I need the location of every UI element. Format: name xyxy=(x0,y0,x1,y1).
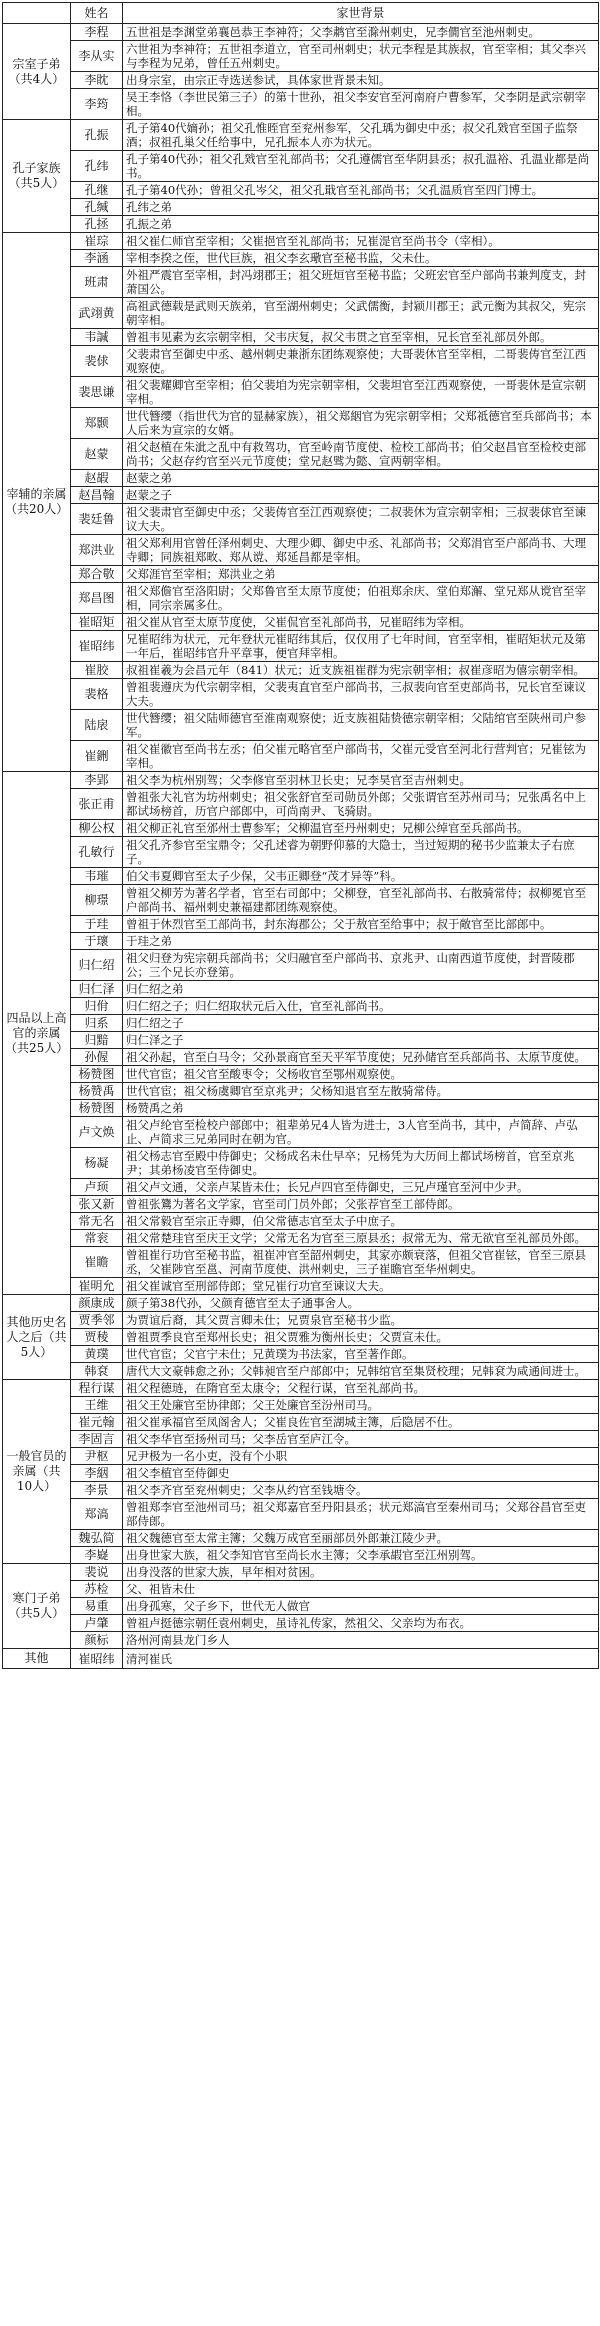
group-label: 一般官员的亲属（共10人） xyxy=(3,1380,71,1564)
family-background: 出身没落的世家大族，早年相对贫困。 xyxy=(123,1564,599,1581)
family-background: 世代簪缨；祖父陆师德官至淮南观察使；近支族祖陆贽德宗朝宰相；父陆绾官至陕州司户参军。 xyxy=(123,710,599,741)
family-background: 外祖严震官至宰相，封冯翊郡王；祖父班烜官至秘书监；父班宏官至户部尚书兼判度支，封萧国公。 xyxy=(123,267,599,298)
family-background: 归仁绍之子 xyxy=(123,1015,599,1032)
family-background: 祖父王处廉官至协律郎；父王处廉官至汾州司马。 xyxy=(123,1397,599,1414)
table-row xyxy=(3,1380,599,1397)
table-row xyxy=(3,24,599,41)
person-name: 李筠 xyxy=(71,89,123,120)
family-background: 祖父崔承福官至凤阁舍人；父崔良佐官至湖城主簿，后隐居不仕。 xyxy=(123,1414,599,1431)
table-row xyxy=(3,1649,599,1669)
person-name: 李景 xyxy=(71,1482,123,1499)
table-row xyxy=(3,182,599,199)
person-name: 苏检 xyxy=(71,1581,123,1598)
person-name: 李固言 xyxy=(71,1431,123,1448)
person-name: 李眈 xyxy=(71,72,123,89)
header-blank-cell xyxy=(3,3,71,24)
table-row xyxy=(3,1564,599,1581)
person-name: 崔琮 xyxy=(71,233,123,250)
family-background: 孔振之弟 xyxy=(123,216,599,233)
table-row xyxy=(3,1179,599,1196)
table-row xyxy=(3,1615,599,1632)
person-name: 孔敏行 xyxy=(71,837,123,868)
person-name: 贾季邻 xyxy=(71,1312,123,1329)
person-name: 裴说 xyxy=(71,1564,123,1581)
person-name: 杨赞图 xyxy=(71,1100,123,1117)
table-row xyxy=(3,1083,599,1100)
family-background: 曾祖贾季良官至郑州长史；祖父贾雅为衡州长史；父贾宣未仕。 xyxy=(123,1329,599,1346)
family-background: 父、祖皆未仕 xyxy=(123,1581,599,1598)
family-background: 祖父郑儋官至洛阳尉；父郑鲁官至太原节度使；伯祖郑余庆、堂伯郑澥、堂兄郑从谠官至宰相，同宗亲属多仕。 xyxy=(123,583,599,614)
person-name: 李程 xyxy=(71,24,123,41)
family-background: 叔祖崔羲为会昌元年（841）状元；近支族祖崔群为宪宗朝宰相；叔崔彦昭为僖宗朝宰相。 xyxy=(123,662,599,679)
person-name: 颜康成 xyxy=(71,1295,123,1312)
table-row xyxy=(3,1448,599,1465)
person-name: 裴廷鲁 xyxy=(71,504,123,535)
family-background: 兄崔昭纬为状元，元年登状元崔昭纬其后，仅仅用了七年时间，官至宰相，崔昭矩状元及第一年后，崔昭纬官升平章事，便官拜宰相。 xyxy=(123,631,599,662)
family-background: 祖父孙起，官至白马令；父孙景商官至天平军节度使；兄孙储官至兵部尚书、太原节度使。 xyxy=(123,1049,599,1066)
table-row xyxy=(3,662,599,679)
table-row xyxy=(3,1329,599,1346)
family-background: 曾祖张大礼官为坊州刺史；祖父张舒官至司勋员外郎；父张谓官至苏州司马；兄张禹名中上都试场榜首，历官户部郎中，可尚南尹、飞骑尉。 xyxy=(123,789,599,820)
table-row xyxy=(3,120,599,151)
table-row xyxy=(3,1032,599,1049)
person-name: 柳璟 xyxy=(71,885,123,916)
table-row xyxy=(3,1431,599,1448)
family-background: 祖父孔齐参官至宝鼎令；父孔述睿为朝野仰慕的大隐士，当过短期的秘书少监兼太子右庶子。 xyxy=(123,837,599,868)
table-row xyxy=(3,72,599,89)
family-background: 归仁绍之子；归仁绍取状元后入仕，官至礼部尚书。 xyxy=(123,998,599,1015)
person-name: 崔鉶 xyxy=(71,741,123,772)
table-row xyxy=(3,837,599,868)
table-row xyxy=(3,298,599,329)
family-background: 曾祖父柳芳为著名学者，官至右司郎中；父柳登，官至礼部尚书、右散骑常侍；叔柳冕官至户部尚书、福州刺史兼福建都团练观察使。 xyxy=(123,885,599,916)
person-name: 韦璀 xyxy=(71,868,123,885)
family-background: 祖父李植官至侍御史 xyxy=(123,1465,599,1482)
family-background: 孔纬之弟 xyxy=(123,199,599,216)
family-background: 曾祖韦见素为玄宗朝宰相，父韦庆复，叔父韦贯之官至宰相，兄长官至礼部员外郎。 xyxy=(123,329,599,346)
family-background: 吴王李恪（李世民第三子）的第十世孙，祖父李安官至河南府户曹参军，父李阴是武宗朝宰相。 xyxy=(123,89,599,120)
group-label: 其他历史名人之后（共5人） xyxy=(3,1295,71,1380)
person-name: 郑昌图 xyxy=(71,583,123,614)
family-background: 五世祖是李渊堂弟襄邑恭王李神符；父李鹔官至滁州刺史，兄李僩官至池州刺史。 xyxy=(123,24,599,41)
family-background: 祖父魏德官至太常主簿；父魏万成官至丽部员外郎兼江陵少尹。 xyxy=(123,1530,599,1547)
table-row xyxy=(3,772,599,789)
table-row xyxy=(3,710,599,741)
family-background: 祖父常毅官至宗正寺卿，伯父常德志官至太子中庶子。 xyxy=(123,1213,599,1230)
person-name: 班肃 xyxy=(71,267,123,298)
family-background: 六世祖为李神符；五世祖李道立，官至司州刺史；状元李程是其族叔，官至宰相；其父李兴与李程为兄弟，曾任五州刺史。 xyxy=(123,41,599,72)
family-background: 祖父崔仁师官至宰相；父崔挹官至礼部尚书；兄崔湜官至尚书令（宰相）。 xyxy=(123,233,599,250)
table-row xyxy=(3,998,599,1015)
person-name: 卢肇 xyxy=(71,1615,123,1632)
person-name: 李涵 xyxy=(71,250,123,267)
table-row xyxy=(3,1049,599,1066)
family-background: 祖父郑利用官曾任泽州刺史、大理少卿、御史中丞、礼部尚书；父郑涓官至户部尚书、大理寺卿；同族祖郑畋、郑从谠、郑延昌都是宰相。 xyxy=(123,535,599,566)
table-row xyxy=(3,1482,599,1499)
person-name: 王维 xyxy=(71,1397,123,1414)
family-background: 祖父李为杭州别驾；父李修官至羽林卫长史；兄李昊官至吉州刺史。 xyxy=(123,772,599,789)
table-row xyxy=(3,820,599,837)
table-row xyxy=(3,1499,599,1530)
family-background: 于珪之弟 xyxy=(123,933,599,950)
person-name: 韦諴 xyxy=(71,329,123,346)
family-background: 归仁泽之子 xyxy=(123,1032,599,1049)
family-background: 世代官宦；父官宁未仕；兄黄璞为书法家，官至著作郎。 xyxy=(123,1346,599,1363)
family-background: 祖父赵植在朱泚之乱中有救驾功，官至岭南节度使、检校工部尚书；伯父赵昌官至检校吏部尚书；父赵存约官至兴元节度使；堂兄赵骘为懿、宣两朝宰相。 xyxy=(123,439,599,470)
table-row xyxy=(3,885,599,916)
table-row xyxy=(3,1547,599,1564)
table-row xyxy=(3,566,599,583)
person-name: 赵昌翰 xyxy=(71,487,123,504)
family-background: 世代簪缨（指世代为官的显赫家族），祖父郑絪官为宪宗朝宰相；父郑祗德官至兵部尚书；本人后来为宣宗的女婿。 xyxy=(123,408,599,439)
person-name: 归佾 xyxy=(71,998,123,1015)
table-row xyxy=(3,487,599,504)
group-label: 寒门子弟（共5人） xyxy=(3,1564,71,1649)
person-name: 程行谋 xyxy=(71,1380,123,1397)
person-name: 陆扆 xyxy=(71,710,123,741)
person-name: 崔昭纬 xyxy=(71,1649,123,1669)
table-row xyxy=(3,199,599,216)
family-background: 祖父裴耀卿官至宰相；伯父裴垍为宪宗朝宰相，父裴坦官至江西观察使，一哥裴休是宣宗朝宰相。 xyxy=(123,377,599,408)
table-row xyxy=(3,41,599,72)
person-name: 李从实 xyxy=(71,41,123,72)
family-background: 杨赞禹之弟 xyxy=(123,1100,599,1117)
group-label: 宗室子弟（共4人） xyxy=(3,24,71,120)
person-name: 赵嘏 xyxy=(71,470,123,487)
person-name: 崔明允 xyxy=(71,1278,123,1295)
family-background: 孔子第40代孙；祖父孔戣官至礼部尚书；父孔遵儒官至华阴县丞；叔孔温裕、孔温业都是尚书。 xyxy=(123,151,599,182)
group-label: 四品以上高官的亲属（共25人） xyxy=(3,772,71,1295)
family-background: 祖父程德琏，在隋官至太康令；父程行谋，官至礼部尚书。 xyxy=(123,1380,599,1397)
table-row xyxy=(3,1196,599,1213)
table-row xyxy=(3,583,599,614)
table-row xyxy=(3,1312,599,1329)
family-background: 曾祖于休烈官至工部尚书，封东海郡公；父于敖官至给事中；叔于敞官至比部郎中。 xyxy=(123,916,599,933)
table-row xyxy=(3,504,599,535)
table-row xyxy=(3,1581,599,1598)
person-name: 杨赞图 xyxy=(71,1066,123,1083)
person-name: 归仁泽 xyxy=(71,981,123,998)
family-background: 祖父崔从官至太原节度使，父崔侃官至礼部尚书，兄崔昭纬为宰相。 xyxy=(123,614,599,631)
table-row xyxy=(3,1117,599,1148)
table-row xyxy=(3,631,599,662)
family-background: 祖父崔诚官至刑部侍郎；堂兄崔行功官至谏议大夫。 xyxy=(123,1278,599,1295)
table-row xyxy=(3,233,599,250)
table-row xyxy=(3,151,599,182)
family-background: 出身孤寒，父子乡下，世代无人做官 xyxy=(123,1598,599,1615)
family-background: 祖父归登为宪宗朝兵部尚书；父归融官至户部尚书、京兆尹、山南西道节度使，封晋陵郡公；三个兄长亦登第。 xyxy=(123,950,599,981)
table-row xyxy=(3,950,599,981)
table-row xyxy=(3,1213,599,1230)
family-background: 曾祖郑李官至池州司马；祖父郑嘉官至丹阳县丞；状元郑滈官至秦州司马；父郑谷昌官至吏部侍郎。 xyxy=(123,1499,599,1530)
person-name: 杨凝 xyxy=(71,1148,123,1179)
family-background-table xyxy=(2,2,599,1669)
person-name: 易重 xyxy=(71,1598,123,1615)
person-name: 柳公权 xyxy=(71,820,123,837)
table-row xyxy=(3,916,599,933)
table-row xyxy=(3,1148,599,1179)
family-background: 世代官宦；祖父官至酸枣令；父杨收官至鄂州观察使。 xyxy=(123,1066,599,1083)
table-row xyxy=(3,614,599,631)
person-name: 归系 xyxy=(71,1015,123,1032)
group-label: 孔子家族（共5人） xyxy=(3,120,71,233)
person-name: 韩袞 xyxy=(71,1363,123,1380)
table-row xyxy=(3,1066,599,1083)
table-row xyxy=(3,1598,599,1615)
family-background: 祖父卢文通，父亲卢某皆未仕；长兄卢四官至侍御史，三兄卢瑾官至河中少尹。 xyxy=(123,1179,599,1196)
person-name: 崔胶 xyxy=(71,662,123,679)
family-background: 为贾谊后裔，其父贾言卿未仕；兄贾泉官至秘书少监。 xyxy=(123,1312,599,1329)
family-background: 祖父崔徽官至尚书左丞；伯父崔元略官至户部尚书，父崔元受官至河北行营判官；兄崔铉为宰相。 xyxy=(123,741,599,772)
table-row xyxy=(3,1363,599,1380)
header-name: 姓名 xyxy=(71,3,123,24)
header-background: 家世背景 xyxy=(123,3,599,24)
table-row xyxy=(3,408,599,439)
table-row xyxy=(3,1465,599,1482)
group-label: 其他 xyxy=(3,1649,71,1669)
table-row xyxy=(3,741,599,772)
family-background: 祖父常楚珪官至庆王文学；父常无名为官至三原县丞；叔常无为、常无欲官至礼部员外郎。 xyxy=(123,1230,599,1247)
family-background: 赵蒙之子 xyxy=(123,487,599,504)
person-name: 贾稜 xyxy=(71,1329,123,1346)
table-row xyxy=(3,535,599,566)
person-name: 孔缄 xyxy=(71,199,123,216)
person-name: 李郢 xyxy=(71,772,123,789)
family-background: 孔子第40代嫡孙；祖父孔惟晊官至兖州参军，父孔瑀为御史中丞；叔父孔戣官至国子监祭酒；叔祖孔巢父任给事中，兄孔振本人亦为状元。 xyxy=(123,120,599,151)
family-background: 颜子第38代孙，父颜育德官至太子通事舍人。 xyxy=(123,1295,599,1312)
person-name: 李嶷 xyxy=(71,1547,123,1564)
person-name: 郑洪业 xyxy=(71,535,123,566)
family-background: 兄尹极为一名小吏，没有个小职 xyxy=(123,1448,599,1465)
person-name: 归仁绍 xyxy=(71,950,123,981)
person-name: 卢顼 xyxy=(71,1179,123,1196)
person-name: 常无名 xyxy=(71,1213,123,1230)
family-background: 赵蒙之弟 xyxy=(123,470,599,487)
person-name: 于瓌 xyxy=(71,933,123,950)
family-background: 曾祖张鷟为著名文学家，官至司门员外郎；父张荐官至工部侍郎。 xyxy=(123,1196,599,1213)
table-row xyxy=(3,1397,599,1414)
family-background: 出身宗室，由宗正寺选送参试，具体家世背景未知。 xyxy=(123,72,599,89)
person-name: 尹枢 xyxy=(71,1448,123,1465)
table-row xyxy=(3,439,599,470)
person-name: 赵蒙 xyxy=(71,439,123,470)
person-name: 孔继 xyxy=(71,182,123,199)
family-background: 出身世家大族，祖父李知官官至尚长水主簿；父李承嘏官至江州别驾。 xyxy=(123,1547,599,1564)
family-background: 宰相李揆之侄，世代巨族，祖父李玄璥官至秘书监，父未仕。 xyxy=(123,250,599,267)
family-background: 祖父柳正礼官至邠州士曹参军；父柳温官至丹州刺史；兄柳公绰官至兵部尚书。 xyxy=(123,820,599,837)
person-name: 武翊黄 xyxy=(71,298,123,329)
person-name: 崔瞻 xyxy=(71,1247,123,1278)
table-row xyxy=(3,250,599,267)
family-background: 高祖武德载是武则天族弟，官至湖州刺史；父武儒衡，封颍川郡王；武元衡为其叔父，宪宗朝宰相。 xyxy=(123,298,599,329)
table-row xyxy=(3,329,599,346)
person-name: 孔纬 xyxy=(71,151,123,182)
table-row xyxy=(3,267,599,298)
family-background: 孔子第40代孙；曾祖父孔岑父，祖父孔戢官至礼部尚书；父孔温质官至四门博士。 xyxy=(123,182,599,199)
family-background: 曾祖裴遵庆为代宗朝宰相，父裴夷直官至户部尚书，三叔裴向官至吏部尚书，兄长官至谏议大夫。 xyxy=(123,679,599,710)
person-name: 颜标 xyxy=(71,1632,123,1649)
table-row xyxy=(3,1015,599,1032)
table-row xyxy=(3,1100,599,1117)
family-background: 曾祖崔行功官至秘书监，祖崔冲官至韶州刺史，其家亦颇衰落，但祖父官崔铉，官至三原县丞，父崔陟官至邕、河南节度使、洪州刺史，三子崔瞻官至华州刺史。 xyxy=(123,1247,599,1278)
person-name: 崔昭纬 xyxy=(71,631,123,662)
table-row xyxy=(3,1247,599,1278)
family-background: 曾祖卢挺德宗朝任袁州刺史，虽诗礼传家，然祖父、父亲均为布衣。 xyxy=(123,1615,599,1632)
table-body xyxy=(3,3,599,1669)
person-name: 于珪 xyxy=(71,916,123,933)
family-background: 归仁绍之弟 xyxy=(123,981,599,998)
family-background: 世代官宦；祖父杨虞卿官至京兆尹；父杨知退官至左散骑常侍。 xyxy=(123,1083,599,1100)
table-row xyxy=(3,1414,599,1431)
table-header-row xyxy=(3,3,599,24)
table-row xyxy=(3,1278,599,1295)
person-name: 裴思谦 xyxy=(71,377,123,408)
person-name: 郑颢 xyxy=(71,408,123,439)
table-row xyxy=(3,1632,599,1649)
table-row xyxy=(3,1295,599,1312)
table-row xyxy=(3,89,599,120)
table-row xyxy=(3,1346,599,1363)
family-background: 唐代大文豪韩愈之孙；父韩昶官至户部郎中；兄韩绾官至集贤校理；兄韩袞为咸通间进士。 xyxy=(123,1363,599,1380)
table-row xyxy=(3,1530,599,1547)
family-background: 祖父李齐官至兖州刺史；父李从约官至钱塘令。 xyxy=(123,1482,599,1499)
family-background: 清河崔氏 xyxy=(123,1649,599,1669)
person-name: 孔振 xyxy=(71,120,123,151)
table-row xyxy=(3,981,599,998)
family-background: 祖父卢纶官至检校户部郎中；祖辈弟兄4人皆为进士，3人官至尚书，其中，卢简辞、卢弘止、卢简求三兄弟同时在朝为官。 xyxy=(123,1117,599,1148)
person-name: 孙偓 xyxy=(71,1049,123,1066)
person-name: 卢文焕 xyxy=(71,1117,123,1148)
table-row xyxy=(3,470,599,487)
family-background: 父郑涯官至宰相；郑洪业之弟 xyxy=(123,566,599,583)
person-name: 张正甫 xyxy=(71,789,123,820)
person-name: 魏弘简 xyxy=(71,1530,123,1547)
table-row xyxy=(3,1230,599,1247)
family-background: 洛州河南县龙门乡人 xyxy=(123,1632,599,1649)
family-background: 父裴肃官至御史中丞、越州刺史兼浙东团练观察使；大哥裴休官至宰相，二哥裴俦官至江西观察使。 xyxy=(123,346,599,377)
person-name: 黄璞 xyxy=(71,1346,123,1363)
person-name: 李絪 xyxy=(71,1465,123,1482)
table-row xyxy=(3,868,599,885)
table-row xyxy=(3,789,599,820)
person-name: 郑滈 xyxy=(71,1499,123,1530)
table-row xyxy=(3,679,599,710)
person-name: 常衮 xyxy=(71,1230,123,1247)
person-name: 崔元翰 xyxy=(71,1414,123,1431)
person-name: 崔昭矩 xyxy=(71,614,123,631)
group-label: 宰辅的亲属（共20人） xyxy=(3,233,71,772)
family-background: 祖父李华官至扬州司马；父李岳官至庐江令。 xyxy=(123,1431,599,1448)
table-row xyxy=(3,933,599,950)
family-background-table-container xyxy=(0,2,600,2326)
person-name: 张又新 xyxy=(71,1196,123,1213)
person-name: 杨赞禹 xyxy=(71,1083,123,1100)
table-row xyxy=(3,377,599,408)
table-row xyxy=(3,216,599,233)
person-name: 裴俅 xyxy=(71,346,123,377)
table-row xyxy=(3,346,599,377)
person-name: 归黯 xyxy=(71,1032,123,1049)
family-background: 祖父杨志官至殿中侍御史；父杨成名未仕早卒；兄杨凭为大历间上都试场榜首，官至京兆尹；其弟杨凌官至侍御史。 xyxy=(123,1148,599,1179)
person-name: 孔拯 xyxy=(71,216,123,233)
family-background: 祖父裴肃官至御史中丞；父裴俦官至江西观察使；二叔裴休为宣宗朝宰相；三叔裴俅官至谏议大夫。 xyxy=(123,504,599,535)
person-name: 郑合敬 xyxy=(71,566,123,583)
family-background: 伯父韦夏卿官至太子少保，父韦正卿登“茂才异等”科。 xyxy=(123,868,599,885)
person-name: 裴格 xyxy=(71,679,123,710)
